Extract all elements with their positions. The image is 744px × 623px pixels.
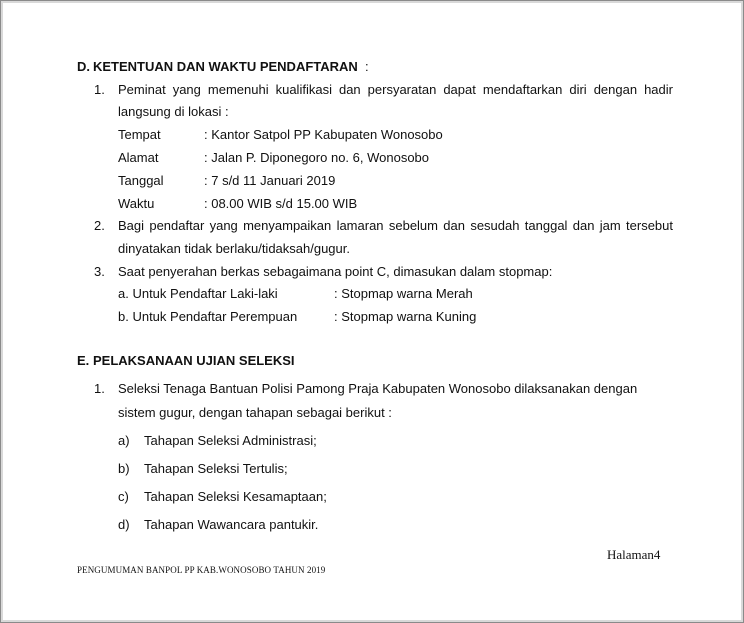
- detail-value: : Jalan P. Diponegoro no. 6, Wonosobo: [204, 150, 430, 165]
- paragraph-line: dinyatakan tidak berlaku/tidaksah/gugur.: [118, 241, 350, 256]
- paragraph-line: Peminat yang memenuhi kualifikasi dan persyaratan dapat mendaftarkan diri dengan hadir: [118, 82, 673, 97]
- section-d-colon: :: [365, 59, 369, 74]
- section-d-title: KETENTUAN DAN WAKTU PENDAFTARAN: [93, 59, 358, 74]
- detail-value: : 7 s/d 11 Januari 2019: [204, 173, 336, 188]
- paragraph-line: Seleksi Tenaga Bantuan Polisi Pamong Praja Kabupaten Wonosobo dilaksanakan dengan: [118, 381, 638, 396]
- sub-item-label: b. Untuk Pendaftar Perempuan: [118, 309, 298, 324]
- detail-value: : Kantor Satpol PP Kabupaten Wonosobo: [204, 127, 443, 142]
- paragraph-line: Saat penyerahan berkas sebagaimana point C, dimasukan dalam stopmap:: [118, 264, 553, 279]
- stage-text: Tahapan Seleksi Tertulis;: [144, 461, 288, 476]
- stage-marker: c): [118, 489, 129, 504]
- section-d-letter: D.: [77, 59, 90, 74]
- item-number: 2.: [94, 218, 105, 233]
- detail-label: Tanggal: [118, 173, 164, 188]
- paragraph-line: sistem gugur, dengan tahapan sebagai berikut :: [118, 405, 392, 420]
- item-number: 1.: [94, 82, 105, 97]
- footer-text: PENGUMUMAN BANPOL PP KAB.WONOSOBO TAHUN 2019: [77, 565, 326, 575]
- sub-item-label: a. Untuk Pendaftar Laki-laki: [118, 286, 278, 301]
- stage-text: Tahapan Seleksi Administrasi;: [144, 433, 317, 448]
- item-number: 3.: [94, 264, 105, 279]
- detail-label: Waktu: [118, 196, 155, 211]
- stage-text: Tahapan Wawancara pantukir.: [144, 517, 319, 532]
- sub-item-value: : Stopmap warna Merah: [334, 286, 473, 301]
- detail-label: Tempat: [118, 127, 161, 142]
- detail-label: Alamat: [118, 150, 159, 165]
- stage-marker: b): [118, 461, 130, 476]
- detail-value: : 08.00 WIB s/d 15.00 WIB: [204, 196, 358, 211]
- sub-item-value: : Stopmap warna Kuning: [334, 309, 477, 324]
- stage-text: Tahapan Seleksi Kesamaptaan;: [144, 489, 327, 504]
- stage-marker: d): [118, 517, 130, 532]
- section-e-title: PELAKSANAAN UJIAN SELEKSI: [93, 353, 295, 368]
- paragraph-line: Bagi pendaftar yang menyampaikan lamaran sebelum dan sesudah tanggal dan jam tersebut: [118, 218, 673, 233]
- stage-marker: a): [118, 433, 130, 448]
- page-number: Halaman4: [607, 547, 661, 562]
- item-number: 1.: [94, 381, 105, 396]
- paragraph-line: langsung di lokasi :: [118, 104, 229, 119]
- section-e-letter: E.: [77, 353, 90, 368]
